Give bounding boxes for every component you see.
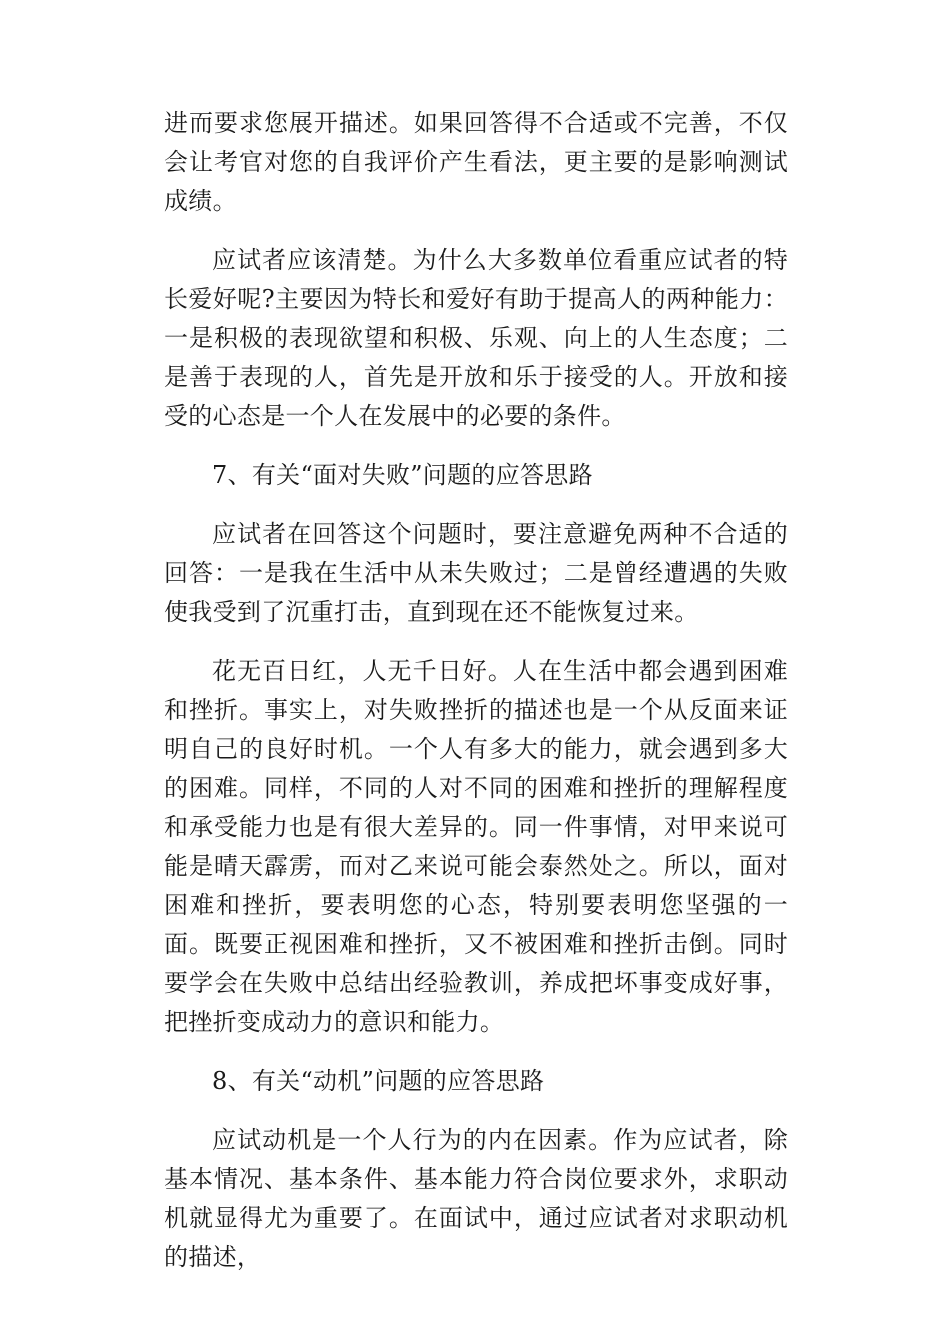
paragraph-continuation: 进而要求您展开描述。如果回答得不合适或不完善，不仅会让考官对您的自我评价产生看法，更主要的是影响测试成绩。: [164, 109, 788, 215]
paragraph-motivation: 应试动机是一个人行为的内在因素。作为应试者，除基本情况、基本条件、基本能力符合岗位要求外，求职动机就显得尤为重要了。在面试中，通过应试者对求职动机的描述，: [164, 1126, 788, 1271]
paragraph-failure-detail: 花无百日红，人无千日好。人在生活中都会遇到困难和挫折。事实上，对失败挫折的描述也是一个从反面来证明自己的良好时机。一个人有多大的能力，就会遇到多大的困难。同样，不同的人对不同的困难和挫折的理解程度和承受能力也是有很大差异的。同一件事情，对甲来说可能是晴天霹雳，而对乙来说可能会泰然处之。所以，面对困难和挫折，要表明您的心态，特别要表明您坚强的一面。既要正视困难和挫折，又不被困难和挫折击倒。同时要学会在失败中总结出经验教训，养成把坏事变成好事，把挫折变成动力的意识和能力。: [164, 657, 788, 1036]
section-heading-failure: 7、有关“面对失败”问题的应答思路: [212, 461, 593, 489]
section-heading-motivation: 8、有关“动机”问题的应答思路: [212, 1067, 545, 1095]
document-body: [164, 104, 788, 1297]
paragraph-failure-answer: 应试者在回答这个问题时，要注意避免两种不合适的回答：一是我在生活中从未失败过；二是曾经遭遇的失败使我受到了沉重打击，直到现在还不能恢复过来。: [164, 520, 788, 626]
paragraph-hobbies: 应试者应该清楚。为什么大多数单位看重应试者的特长爱好呢?主要因为特长和爱好有助于提高人的两种能力：一是积极的表现欲望和积极、乐观、向上的人生态度；二是善于表现的人，首先是开放和乐于接受的人。开放和接受的心态是一个人在发展中的必要的条件。: [164, 246, 788, 430]
